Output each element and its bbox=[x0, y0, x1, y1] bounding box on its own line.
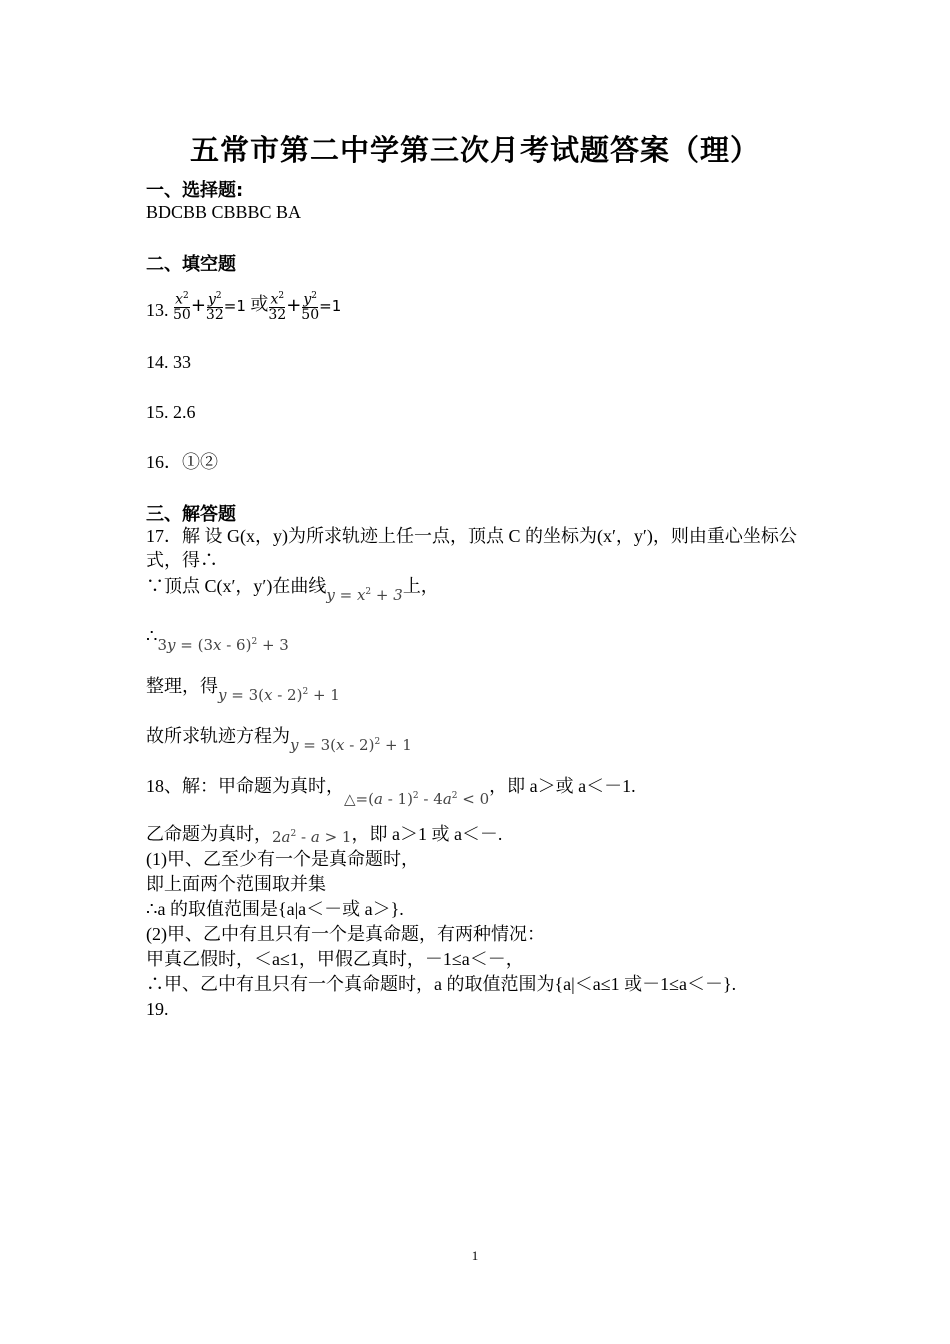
q16-answer: 16．①② bbox=[146, 452, 218, 472]
section-heading-choice: 一、选择题: bbox=[146, 180, 244, 201]
q17-curve-formula: y = x2 + 3 bbox=[326, 586, 403, 604]
q17-simplified-formula: y = 3(x - 2)2 + 1 bbox=[218, 686, 340, 704]
q18-line-6: (2)甲、乙中有且只有一个是真命题，有两种情况： bbox=[146, 924, 545, 944]
q18-line-1: 18、解：甲命题为真时，$_{\triangle=(a - 1)^2 - 4a^2 < 0}$，即 a＞或 a＜－1. bbox=[146, 776, 636, 808]
q18-line-7: 甲真乙假时，＜a≤1，甲假乙真时，－1≤a＜－， bbox=[146, 949, 524, 969]
q13-fraction-3: $\frac{x^2}{32}$ bbox=[268, 290, 287, 324]
section-heading-fill: 二、填空题 bbox=[146, 254, 236, 275]
q17-curve-line: ∵顶点 C(x′，y′)在曲线$_{y = x^2 + 3}$上， bbox=[146, 576, 439, 604]
q17-result-formula: y = 3(x - 2)2 + 1 bbox=[290, 736, 412, 754]
q13-fraction-2: $\frac{y^2}{32}$ bbox=[205, 290, 224, 324]
q17-intro: 17．解 设 G(x，y)为所求轨迹上任一点，顶点 C 的坐标为(x′，y′)，则由重心坐标公式，得∴ bbox=[146, 526, 797, 570]
q18-line-8: ∴甲、乙中有且只有一个真命题时，a 的取值范围为{a|＜a≤1 或－1≤a＜－}. bbox=[146, 974, 737, 994]
q18-line-2: 乙命题为真时，$2a^2 - a > 1$，即 a＞1 或 a＜－. bbox=[146, 824, 503, 846]
q13-fraction-4: $\frac{y^2}{50}$ bbox=[301, 290, 320, 324]
q18-line-3: (1)甲、乙至少有一个是真命题时， bbox=[146, 849, 419, 869]
q18-discriminant-formula: △=(a - 1)2 - 4a2 < 0 bbox=[344, 790, 490, 808]
q17-therefore-line: $\therefore_{3y = (3x - 6)^2 + 3}$ bbox=[146, 626, 289, 654]
q19-label: 19. bbox=[146, 999, 169, 1019]
q17-result-line: 故所求轨迹方程为$_{y = 3(x - 2)^2 + 1}$ bbox=[146, 726, 412, 754]
q18-line-4: 即上面两个范围取并集 bbox=[146, 874, 326, 894]
q13-answer bbox=[146, 278, 341, 330]
q13-fraction-1: $\frac{x^2}{50}$ bbox=[173, 290, 191, 324]
q18-line-5: ∴a 的取值范围是{a|a＜－或 a＞}. bbox=[146, 899, 404, 919]
q13-equation: $\frac{x^2}{50}$ + $\frac{y^2}{32}$ =1 或 $\frac{x^2}{32}$ + $\frac{y^2}{50}$ =1 bbox=[173, 290, 342, 324]
choice-answers: BDCBB CBBBC BA bbox=[146, 202, 302, 222]
q13-label: 13. bbox=[146, 300, 169, 320]
page-number: 1 bbox=[471, 1248, 479, 1263]
q18-inequality-formula: $2a^2 - a > 1$ bbox=[272, 828, 352, 846]
q14-answer: 14. 33 bbox=[146, 352, 191, 372]
section-heading-solve: 三、解答题 bbox=[146, 504, 236, 525]
q17-simplify-line: 整理，得$_{y = 3(x - 2)^2 + 1}$ bbox=[146, 676, 340, 704]
q15-answer: 15. 2.6 bbox=[146, 402, 196, 422]
q17-substitution-formula: 3y = (3x - 6)2 + 3 bbox=[157, 636, 289, 654]
page-title: 五常市第二中学第三次月考试题答案（理） bbox=[189, 133, 760, 167]
